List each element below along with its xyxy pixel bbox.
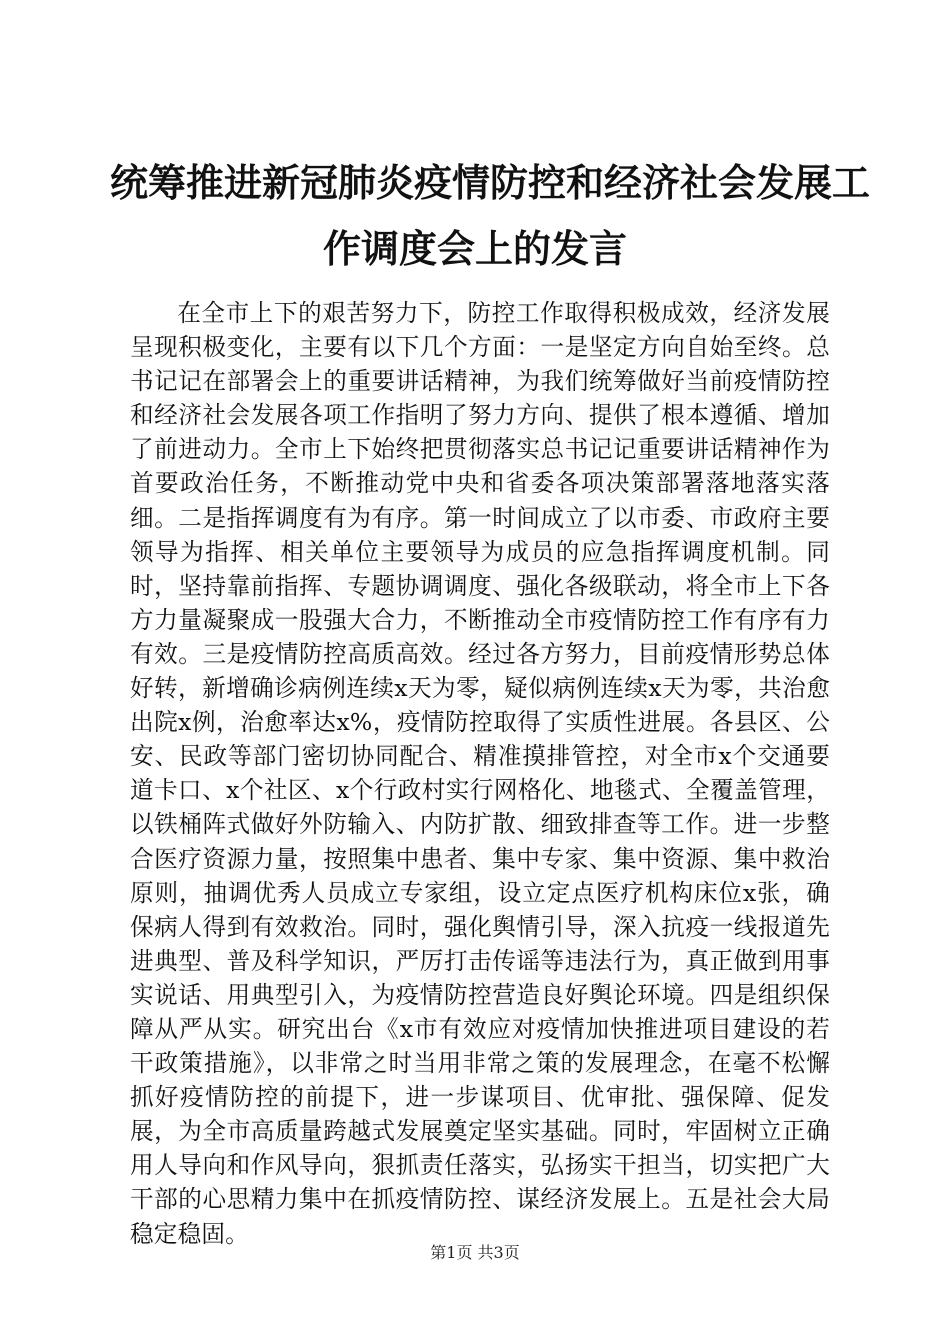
- document-title-line-1: 统筹推进新冠肺炎疫情防控和经济社会发展工: [110, 161, 871, 205]
- document-title-line-2: 作调度会上的发言: [322, 227, 627, 271]
- body-paragraph: 在全市上下的艰苦努力下，防控工作取得积极成效，经济发展呈现积极变化，主要有以下几个方面：一是坚定方向自始至终。总书记记在部署会上的重要讲话精神，为我们统筹做好当前疫情防控和经济社会发展各项工作指明了努力方向、提供了根本遵循、增加了前进动力。全市上下始终把贯彻落实总书记记重要讲话精神作为首要政治任务，不断推动党中央和省委各项决策部署落地落实落细。二是指挥调度有为有序。第一时间成立了以市委、市政府主要领导为指挥、相关单位主要领导为成员的应急指挥调度机制。同时，坚持靠前指挥、专题协调调度、强化各级联动，将全市上下各方力量凝聚成一股强大合力，不断推动全市疫情防控工作有序有力有效。三是疫情防控高质高效。经过各方努力，目前疫情形势总体好转，新增确诊病例连续x天为零，疑似病例连续x天为零，共治愈出院x例，治愈率达x%，疫情防控取得了实质性进展。各县区、公安、民政等部门密切协同配合、精准摸排管控，对全市x个交通要道卡口、x个社区、x个行政村实行网格化、地毯式、全覆盖管理，以铁桶阵式做好外防输入、内防扩散、细致排查等工作。进一步整合医疗资源力量，按照集中患者、集中专家、集中资源、集中救治原则，抽调优秀人员成立专家组，设立定点医疗机构床位x张，确保病人得到有效救治。同时，强化舆情引导，深入抗疫一线报道先进典型、普及科学知识，严厉打击传谣等违法行为，真正做到用事实说话、用典型引入，为疫情防控营造良好舆论环境。四是组织保障从严从实。研究出台《x市有效应对疫情加快推进项目建设的若干政策措施》，以非常之时当用非常之策的发展理念，在毫不松懈抓好疫情防控的前提下，进一步谋项目、优审批、强保障、促发展，为全市高质量跨越式发展奠定坚实基础。同时，牢固树立正确用人导向和作风导向，狠抓责任落实，弘扬实干担当，切实把广大干部的心思精力集中在抓疫情防控、谋经济发展上。五是社会大局稳定稳固。: [130, 299, 830, 1248]
- document-title: [110, 150, 871, 282]
- page-footer: 第1页 共3页: [430, 1243, 520, 1262]
